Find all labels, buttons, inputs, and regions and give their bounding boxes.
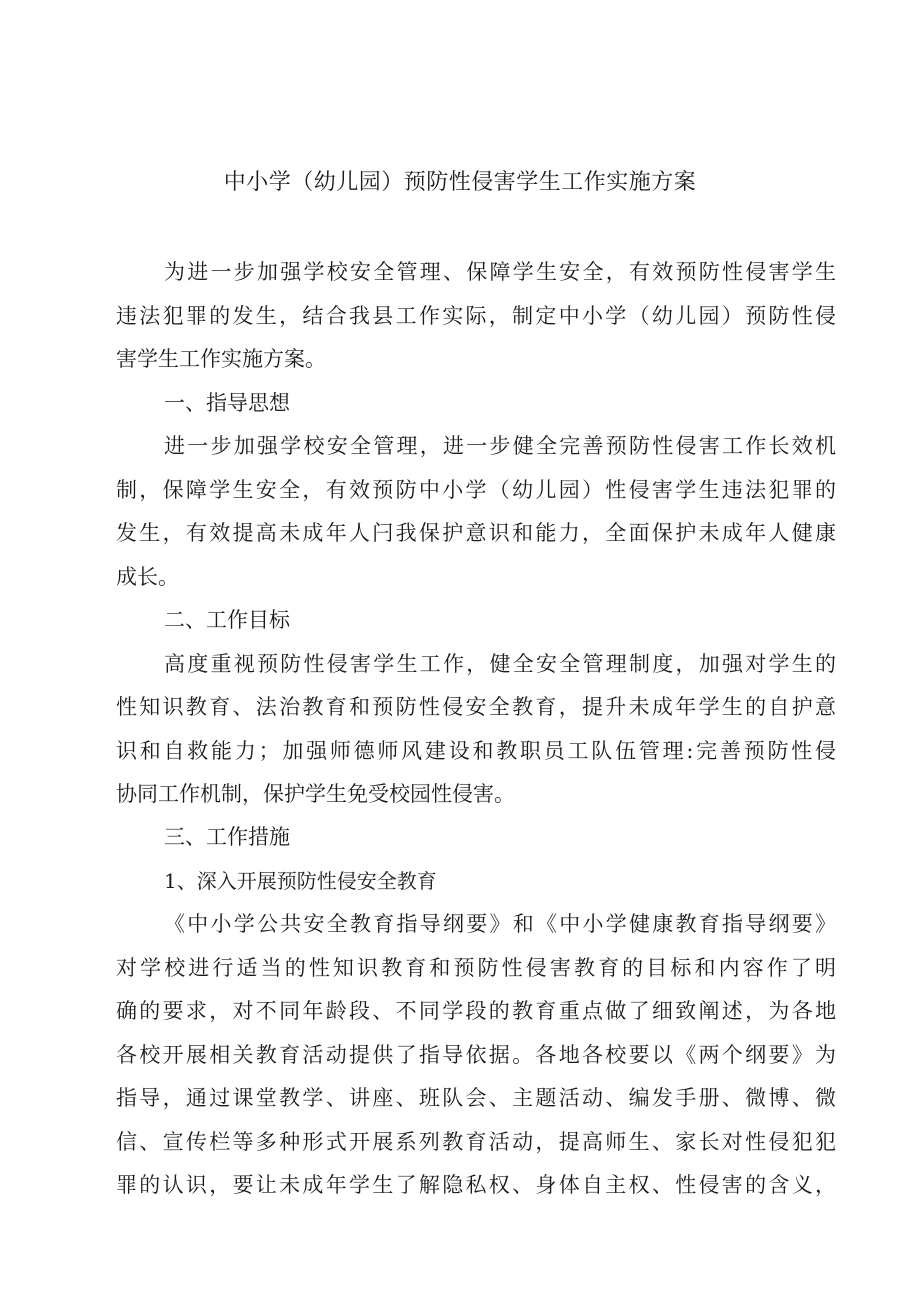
paragraph-line: 识和自救能力；加强师德师风建设和教职员工队伍管理:完善预防性侵 [116,739,836,763]
paragraph-line: 对学校进行适当的性知识教育和预防性侵害教育的目标和内容作了明 [116,956,836,980]
paragraph-line: 《中小学公共安全教育指导纲要》和《中小学健康教育指导纲要》 [164,912,836,936]
section-heading: 二、工作目标 [164,608,290,632]
section-heading: 三、工作措施 [164,825,290,849]
paragraph-line: 高度重视预防性侵害学生工作，健全安全管理制度，加强对学生的 [164,652,836,676]
paragraph-line: 确的要求，对不同年龄段、不同学段的教育重点做了细致阐述，为各地 [116,999,836,1023]
section-heading: 一、指导思想 [164,391,290,415]
paragraph-line: 性知识教育、法治教育和预防性侵安全教育，提升未成年学生的自护意 [116,695,836,719]
document-title: 中小学（幼儿园）预防性侵害学生工作实施方案 [223,170,697,195]
intro-line: 为进一步加强学校安全管理、保障学生安全，有效预防性侵害学生 [164,260,836,284]
paragraph-line: 成长。 [116,565,179,589]
paragraph-line: 罪的认识，要让未成年学生了解隐私权、身体自主权、性侵害的含义， [116,1173,836,1197]
subsection-heading: 1、深入开展预防性侵安全教育 [164,869,437,893]
paragraph-line: 各校开展相关教育活动提供了指导依据。各地各校要以《两个纲要》为 [116,1043,836,1067]
paragraph-line: 进一步加强学校安全管理，进一步健全完善预防性侵害工作长效机 [164,434,836,458]
paragraph-line: 指导，通过课堂教学、讲座、班队会、主题活动、编发手册、微博、微 [116,1086,836,1110]
intro-line: 违法犯罪的发生，结合我县工作实际，制定中小学（幼儿园）预防性侵 [116,304,836,328]
paragraph-line: 信、宣传栏等多种形式开展系列教育活动，提高师生、家长对性侵犯犯 [116,1130,836,1154]
paragraph-line: 协同工作机制，保护学生免受校园性侵害。 [116,782,515,806]
intro-line: 害学生工作实施方案。 [116,347,326,371]
paragraph-line: 制，保障学生安全，有效预防中小学（幼儿园）性侵害学生违法犯罪的 [116,478,836,502]
paragraph-line: 发生，有效提高未成年人闩我保护意识和能力，全面保护未成年人健康 [116,521,836,545]
